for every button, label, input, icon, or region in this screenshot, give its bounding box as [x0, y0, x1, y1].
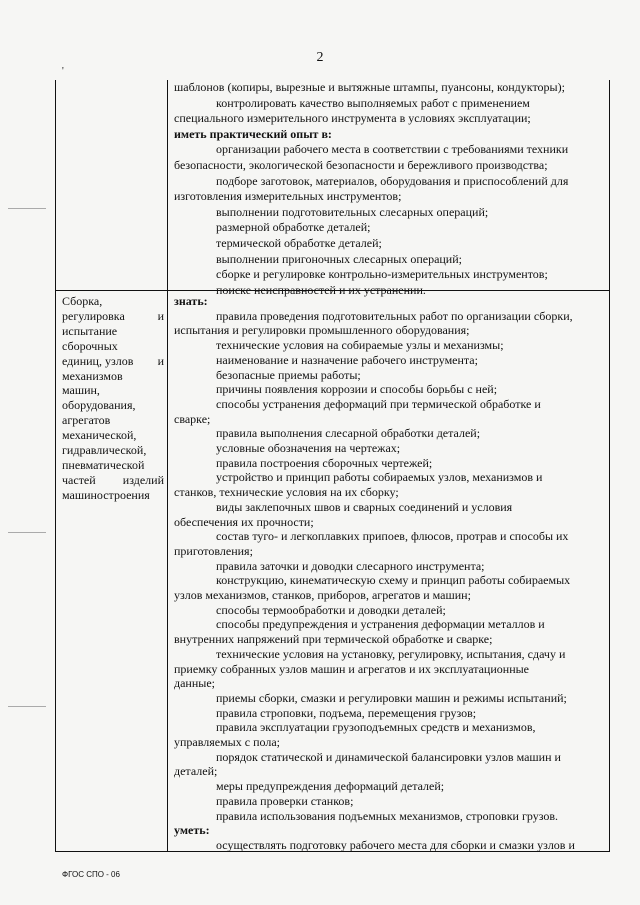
text-line: деталей; [174, 764, 218, 779]
text-line: правила заточки и доводки слесарного инструмента; [216, 558, 485, 573]
text-line: способы термообработки и доводки деталей; [216, 602, 446, 617]
section-label-line [62, 413, 166, 428]
text-line: внутренних напряжений при термической обработке и сварке; [174, 632, 493, 647]
section-label-line [62, 428, 166, 443]
section-label-line [62, 339, 166, 354]
text-line: устройство и принцип работы собираемых узлов, механизмов и [216, 470, 543, 485]
text-line: шаблонов (копиры, вырезные и вытяжные штампы, пуансоны, кондукторы); [174, 80, 565, 94]
section-label-text-right: и [157, 353, 164, 368]
text-line: способы предупреждения и устранения деформации металлов и [216, 617, 545, 632]
section-label-text: сборочных [62, 338, 118, 353]
section-label-text: оборудования, [62, 398, 136, 413]
column-divider [167, 80, 168, 851]
text-line: наименование и назначение рабочего инструмента; [216, 352, 478, 367]
text-line: станков, технические условия на их сборку; [174, 485, 399, 500]
section-label-line [62, 443, 166, 458]
text-line: правила проведения подготовительных работ по организации сборки, [216, 308, 573, 323]
section-label-text: механизмов [62, 368, 123, 383]
text-line: испытания и регулировки промышленного оборудования; [174, 323, 470, 338]
margin-mark: ' [62, 66, 64, 77]
text-line: выполнении подготовительных слесарных операций; [216, 204, 489, 219]
text-line: обеспечения их прочности; [174, 514, 314, 529]
section-label-line [62, 488, 166, 503]
text-line: специального измерительного инструмента в условиях эксплуатации; [174, 111, 531, 126]
section-label-line [62, 324, 166, 339]
section-label-text: пневматической [62, 457, 145, 472]
text-line: приготовления; [174, 543, 253, 558]
text-line: конструкцию, кинематическую схему и принцип работы собираемых [216, 573, 571, 588]
footer-label: ФГОС СПО - 06 [62, 870, 120, 879]
section-label-text: машиностроения [62, 487, 150, 502]
section-heading: знать: [174, 294, 208, 308]
text-line: управляемых с пола; [174, 735, 280, 749]
text-line: размерной обработке деталей; [216, 220, 371, 235]
text-line: технические условия на собираемые узлы и механизмы; [216, 338, 504, 353]
text-line: порядок статической и динамической балансировки узлов машин и [216, 749, 561, 764]
text-line: правила построения сборочных чертежей; [216, 455, 433, 470]
text-line: виды заклепочных швов и сварных соединений и условия [216, 499, 513, 514]
text-line: правила проверки станков; [216, 793, 354, 808]
text-line: правила эксплуатации грузоподъемных средств и механизмов, [216, 720, 536, 735]
section-label-text: гидравлической, [62, 443, 147, 457]
section-label-text: агрегатов [62, 413, 111, 428]
section-label-text-right: и [157, 308, 164, 323]
text-line: подборе заготовок, материалов, оборудования и приспособлений для [216, 173, 569, 188]
scan-artifact [8, 532, 46, 533]
text-line: меры предупреждения деформаций деталей; [216, 779, 445, 794]
text-line: изготовления измерительных инструментов; [174, 189, 402, 204]
section-label-text: регулировка [62, 308, 125, 323]
section-label-text: механической, [62, 428, 137, 443]
section-label-text: машин, [62, 383, 100, 398]
section-label-line [62, 383, 166, 398]
section-label-text: испытание [62, 323, 118, 338]
section-label-text: единиц, узлов [62, 353, 134, 368]
text-line: осуществлять подготовку рабочего места для сборки и смазки узлов и [216, 837, 575, 852]
text-line: приемку собранных узлов машин и агрегатов и их эксплуатационные [174, 661, 530, 676]
section-label-text: частей [62, 472, 96, 487]
text-line: причины появления коррозии и способы борьбы с ней; [216, 382, 498, 397]
text-line: состав туго- и легкоплавких припоев, флюсов, протрав и способы их [216, 529, 569, 544]
scan-artifact [8, 208, 46, 209]
section-label-line [62, 354, 166, 369]
text-line: сварке; [174, 411, 211, 426]
text-line: приемы сборки, смазки и регулировки машин и режимы испытаний; [216, 690, 567, 705]
text-line: термической обработке деталей; [216, 236, 382, 250]
text-line: поиске неисправностей и их устранении. [216, 282, 426, 297]
section-heading: уметь: [174, 823, 210, 838]
section-label-line [62, 369, 166, 384]
text-line: технические условия на установку, регулировку, испытания, сдачу и [216, 646, 566, 661]
text-line: узлов механизмов, станков, приборов, агрегатов и машин; [174, 588, 471, 602]
section-label-line [62, 458, 166, 473]
text-line: выполнении пригоночных слесарных операций; [216, 251, 462, 266]
text-line: правила строповки, подъема, перемещения грузов; [216, 705, 477, 720]
scan-artifact [8, 706, 46, 707]
text-line: безопасные приемы работы; [216, 367, 361, 382]
text-line: правила выполнения слесарной обработки деталей; [216, 426, 481, 441]
text-line: контролировать качество выполняемых работ с применением [216, 95, 530, 110]
text-line: данные; [174, 676, 215, 691]
text-line: безопасности, экологической безопасности и бережливого производства; [174, 158, 548, 172]
text-line: условные обозначения на чертежах; [216, 441, 401, 455]
section-label-line [62, 294, 166, 309]
section-label-line [62, 473, 166, 488]
page-number: 2 [316, 50, 324, 65]
content-table [55, 80, 610, 852]
section-label-line [62, 398, 166, 413]
text-line: правила использования подъемных механизмов, строповки грузов. [216, 808, 559, 823]
section-label-text-right: изделий [122, 472, 164, 487]
text-line: сборке и регулировке контрольно-измерительных инструментов; [216, 267, 548, 282]
section-label-line [62, 309, 166, 324]
section-label-text: Сборка, [62, 294, 103, 308]
section-heading: иметь практический опыт в: [174, 126, 332, 141]
text-line: способы устранения деформаций при термической обработке и [216, 396, 541, 411]
text-line: организации рабочего места в соответствии с требованиями техники [216, 142, 569, 157]
